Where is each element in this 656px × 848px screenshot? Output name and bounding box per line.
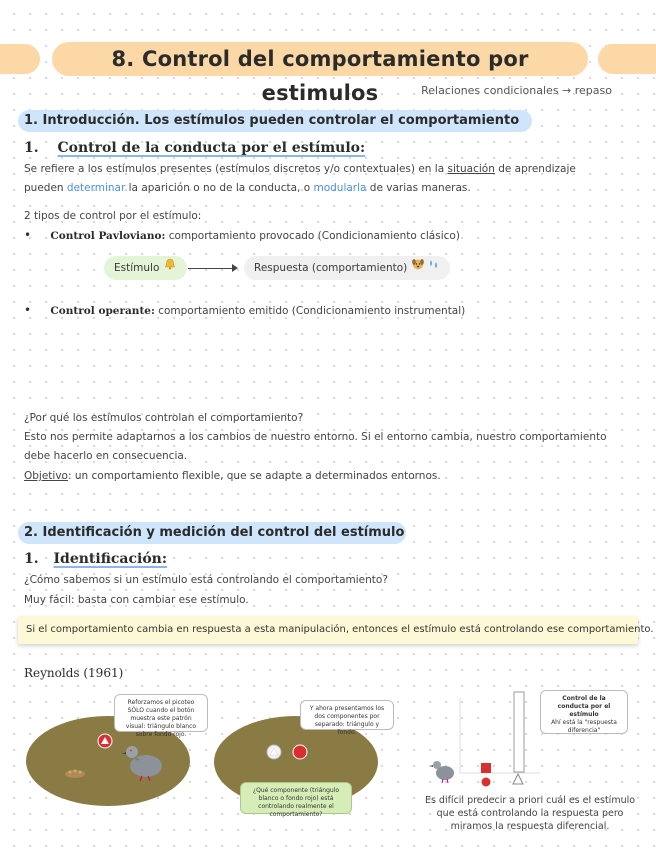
section2-sub-number: 1. (24, 551, 39, 567)
bullet-dot: • (24, 303, 32, 317)
why-question: ¿Por qué los estímulos controlan el comportamiento? (24, 412, 304, 424)
caption: Es difícil predecir a priori cuál es el estímulo que está controlando la respuesta pero miramos la respuesta diferencial. (424, 795, 636, 832)
drool-icon (428, 256, 440, 280)
speech-bubble-3: ¿Qué componente (triángulo blanco o fondo rojo) está controlando realmente el comportamiento? (240, 782, 352, 814)
page-title: 8. Control del comportamiento por estimulos (111, 47, 529, 105)
section1-sub-title: Control de la conducta por el estímulo: (57, 140, 366, 156)
stimulus-chip: Estímulo (104, 256, 187, 280)
section1-paragraph-line1: Se refiere a los estímulos presentes (estímulos discretos y/o contextuales) en la situación de aprendizaje (24, 163, 576, 175)
speech-bubble-4 (540, 690, 628, 734)
section2-heading: 2. Identificación y medición del control del estímulo (24, 525, 405, 540)
white-triangle-icon (512, 770, 524, 789)
food-grains-icon (64, 764, 86, 783)
bell-icon (163, 256, 177, 280)
section1-heading: 1. Introducción. Los estímulos pueden controlar el comportamiento (24, 113, 520, 128)
bullet1-bold: Control Pavloviano: (50, 230, 166, 242)
objective-text: : un comportamiento flexible, que se adapte a determinados entornos. (67, 470, 441, 482)
red-triangle-button-icon (97, 733, 113, 753)
bullet2-text: comportamiento emitido (Condicionamiento instrumental) (154, 305, 466, 317)
why-line1: Esto nos permite adaptarnos a los cambios de nuestro entorno. Si el entorno cambia, nuestro comportamiento (24, 431, 607, 443)
section1-subheading (24, 140, 365, 156)
pigeon-icon (120, 738, 168, 786)
why-line2: debe hacerlo en consecuencia. (24, 450, 188, 462)
section2-subheading (24, 551, 167, 567)
arrow-head-icon (232, 264, 238, 272)
section1-sub-number: 1. (24, 140, 39, 156)
objective-line (24, 467, 441, 486)
types-intro: 2 tipos de control por el estímulo: (24, 210, 202, 222)
small-pigeon-icon (430, 756, 456, 788)
situacion-word: situación (447, 163, 495, 175)
bubble4-text: Ahí está la "respuesta diferencia" (551, 719, 617, 734)
bubble4-title: Control de la conducta por el estímulo (557, 695, 611, 718)
arrow-line (188, 268, 236, 269)
speech-bubble-2: Y ahora presentamos los dos componentes por separado: triángulo y fondo. (300, 700, 394, 730)
dog-icon (411, 256, 425, 280)
reference: Reynolds (1961) (24, 666, 124, 680)
red-dot-icon (481, 772, 491, 791)
bullet-operante (24, 301, 465, 321)
response-chip: Respuesta (comportamiento) (244, 256, 450, 280)
bullet-dot: • (24, 228, 32, 242)
section2-sub-title: Identificación: (53, 551, 168, 567)
red-button-icon (292, 744, 308, 764)
section2-answer: Muy fácil: basta con cambiar ese estímulo. (24, 594, 249, 606)
objective-label: Objetivo (24, 470, 68, 482)
title-band-left (0, 44, 40, 74)
determinar-word: determinar (66, 182, 126, 194)
section2-question: ¿Cómo sabemos si un estímulo está controlando el comportamiento? (24, 574, 388, 586)
speech-bubble-1: Reforzamos el picoteo SÓLO cuando el botón muestra este patrón visual: triángulo blanco sobre fondo rojo. (114, 694, 208, 732)
bullet1-text: comportamiento provocado (Condicionamiento clásico) (165, 230, 460, 242)
bullet-pavloviano (24, 226, 460, 246)
title-band-right (598, 44, 656, 74)
modularla-word: modularla (313, 182, 367, 194)
bullet2-bold: Control operante: (50, 305, 155, 317)
white-triangle-button-icon (266, 744, 282, 764)
highlight-text: Si el comportamiento cambia en respuesta a esta manipulación, entonces el estímulo está controlando ese comportamiento. (26, 624, 654, 635)
subtitle: Relaciones condicionales → repaso (421, 84, 612, 97)
section1-paragraph-line2: pueden determinar la aparición o no de la conducta, o modularla de varias maneras. (24, 182, 471, 194)
